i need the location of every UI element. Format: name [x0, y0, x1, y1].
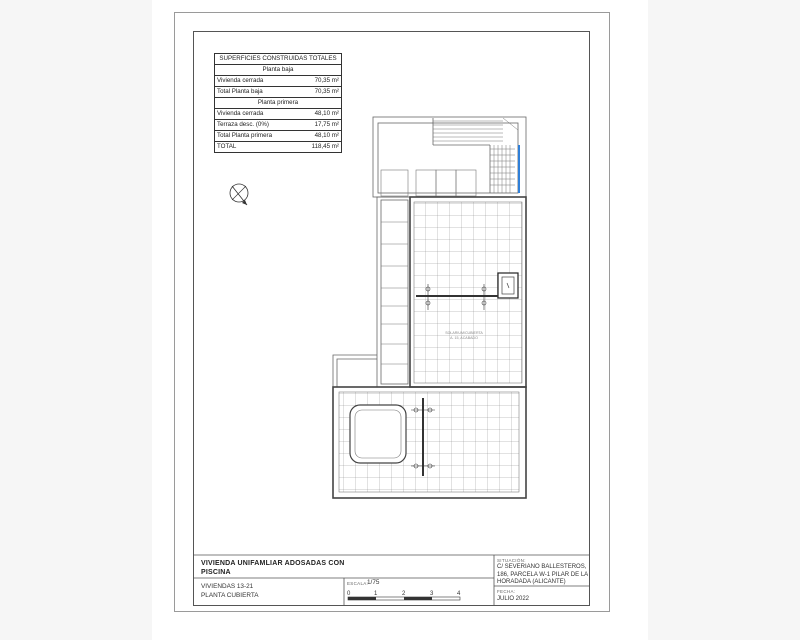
location-text: C/ SEVERIANO BALLESTEROS, 186, PARCELA W-1 PILAR DE LA HORADADA (ALICANTE) [497, 564, 588, 585]
project-subtitle-2: PLANTA CUBIERTA [201, 592, 259, 599]
skylights [381, 170, 476, 196]
lower-left-wall [333, 355, 377, 387]
area-label: Vivienda cerrada [215, 76, 298, 87]
area-label: Total Planta baja [215, 87, 298, 98]
date-caption: FECHA: [497, 589, 516, 594]
area-label: Total Planta primera [215, 131, 298, 142]
area-value: 48,10 m² [297, 131, 341, 142]
left-strip [377, 197, 410, 387]
location-caption: SITUACIÓN: [497, 558, 526, 563]
total-value: 118,45 m² [297, 142, 341, 153]
scale-tick: 2 [402, 591, 406, 597]
date-text: JULIO 2022 [497, 596, 530, 602]
area-label: Terraza desc. (0%) [215, 120, 298, 131]
areas-header: SUPERFICIES CONSTRUIDAS TOTALES [215, 54, 342, 65]
total-label: TOTAL [215, 142, 298, 153]
left-slats [381, 222, 408, 364]
chimney-box [498, 273, 518, 298]
scale-tick: 0 [347, 591, 351, 597]
section-first: Planta primera [215, 98, 342, 109]
section-ground: Planta baja [215, 65, 342, 76]
scale-caption: ESCALA: [347, 581, 369, 586]
terrace-skylight [350, 405, 406, 463]
stair-steps [433, 118, 518, 193]
scale-tick: 3 [430, 591, 434, 597]
area-value: 70,35 m² [297, 87, 341, 98]
area-value: 17,75 m² [297, 120, 341, 131]
area-value: 48,10 m² [297, 109, 341, 120]
scale-tick: 4 [457, 591, 461, 597]
scale-value: 1/75 [367, 579, 380, 586]
north-arrow-icon [230, 184, 248, 205]
project-title: VIVIENDA UNIFAMLIAR ADOSADAS CON PISCINA [201, 560, 345, 576]
slab-label: SOLARIUM/CUBIERTA [445, 331, 483, 335]
scale-tick: 1 [374, 591, 378, 597]
area-value: 70,35 m² [297, 76, 341, 87]
slab-label: A. 15, ACABADO [450, 336, 478, 340]
area-label: Vivienda cerrada [215, 109, 298, 120]
project-subtitle-1: VIVIENDAS 13-21 [201, 583, 254, 590]
scale-bar [348, 597, 460, 600]
